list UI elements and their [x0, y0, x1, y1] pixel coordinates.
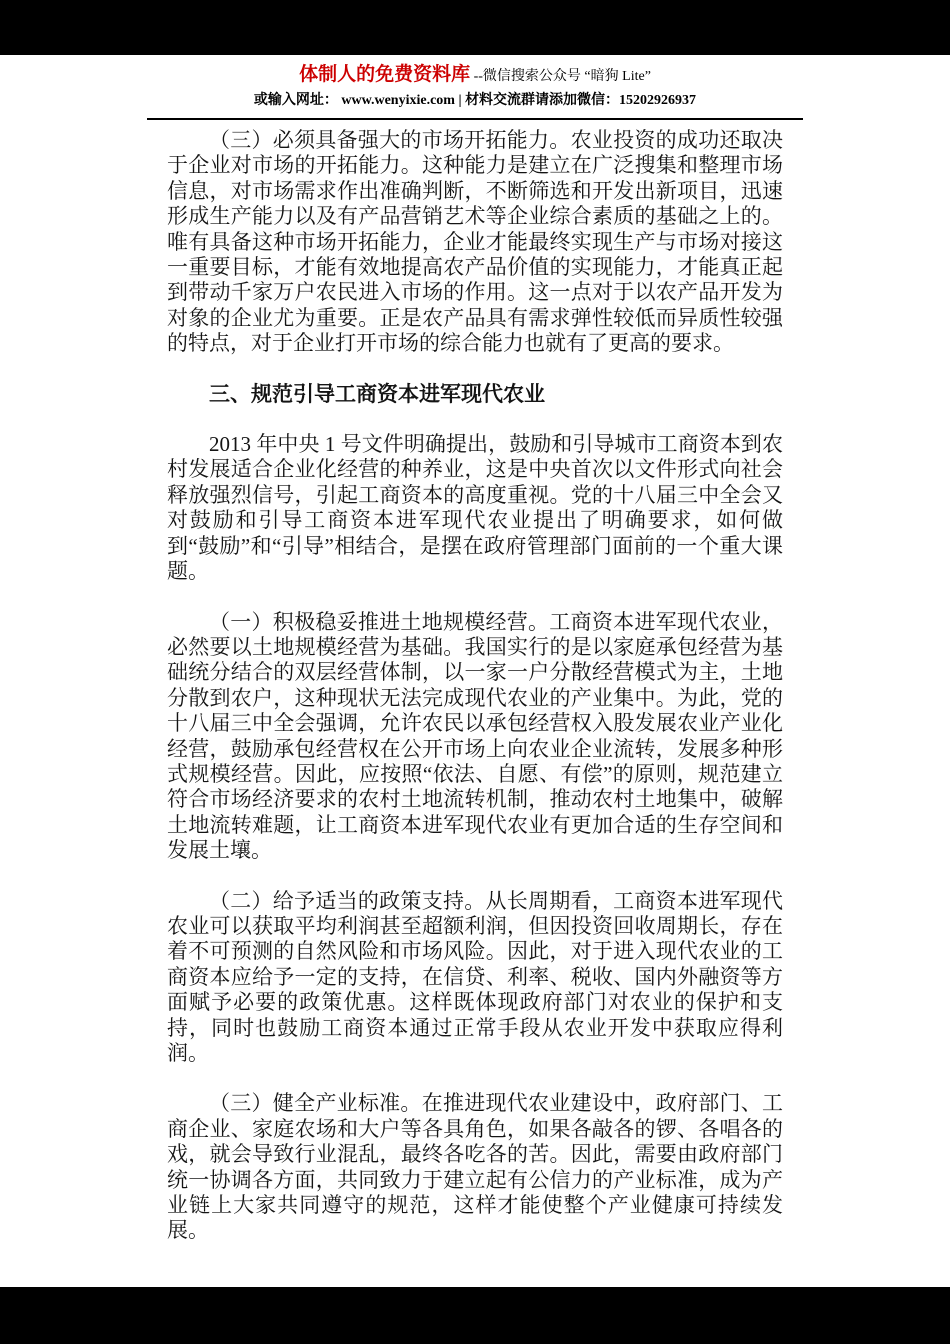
top-border-bar — [0, 0, 950, 55]
page-header — [147, 55, 803, 120]
site-brand: 体制人的免费资料库 — [299, 64, 471, 85]
paragraph-policy-support: （二）给予适当的政策支持。从长周期看，工商资本进军现代农业可以获取平均利润甚至超额利润，但因投资回收周期长，存在着不可预测的自然风险和市场风险。因此，对于进入现代农业的工商资本应给予一定的支持，在信贷、利率、税收、国内外融资等方面赋予必要的政策优惠。这样既体现政府部门对农业的保护和支持，同时也鼓励工商资本通过正常手段从农业开发中获取应得利润。 — [167, 888, 783, 1065]
paragraph-industry-standard: （三）健全产业标准。在推进现代农业建设中，政府部门、工商企业、家庭农场和大户等各具角色，如果各敲各的锣、各唱各的戏，就会导致行业混乱，最终各吃各的苦。因此，需要由政府部门统一协调各方面，共同致力于建立起有公信力的产业标准，成为产业链上大家共同遵守的规范，这样才能使整个产业健康可持续发展。 — [167, 1091, 783, 1243]
header-line1 — [147, 63, 803, 89]
paragraph-capital-intro: 2013 年中央 1 号文件明确提出，鼓励和引导城市工商资本到农村发展适合企业化经营的种养业，这是中央首次以文件形式向社会释放强烈信号，引起工商资本的高度重视。党的十八届三中全会又对鼓励和引导工商资本进军现代农业提出了明确要求，如何做到“鼓励”和“引导”相结合，是摆在政府管理部门面前的一个重大课题。 — [167, 432, 783, 584]
wechat-contact: 材料交流群请添加微信：15202926937 — [465, 93, 697, 108]
separator-bar: | — [454, 93, 466, 108]
paragraph-land-scale: （一）积极稳妥推进土地规模经营。工商资本进军现代农业，必然要以土地规模经营为基础。我国实行的是以家庭承包经营为基础统分结合的双层经营体制，以一家一户分散经营模式为主，土地分散到农户，这种现状无法完成现代农业的产业集中。为此，党的十八届三中全会强调，允许农民以承包经营权入股发展农业产业化经营，鼓励承包经营权在公开市场上向农业企业流转，发展多种形式规模经营。因此，应按照“依法、自愿、有偿”的原则，规范建立符合市场经济要求的农村土地流转机制，推动农村土地集中，破解土地流转难题，让工商资本进军现代农业有更加合适的生存空间和发展土壤。 — [167, 609, 783, 863]
paragraph-market-ability: （三）必须具备强大的市场开拓能力。农业投资的成功还取决于企业对市场的开拓能力。这种能力是建立在广泛搜集和整理市场信息，对市场需求作出准确判断，不断筛选和开发出新项目，迅速形成生产能力以及有产品营销艺术等企业综合素质的基础之上的。唯有具备这种市场开拓能力，企业才能最终实现生产与市场对接这一重要目标，才能有效地提高农产品价值的实现能力，才能真正起到带动千家万户农民进入市场的作用。这一点对于以农产品开发为对象的企业尤为重要。正是农产品具有需求弹性较低而异质性较强的特点，对于企业打开市场的综合能力也就有了更高的要求。 — [167, 128, 783, 356]
site-url: www.wenyixie.com — [341, 93, 455, 108]
document-body — [167, 128, 783, 1244]
section-heading: 三、规范引导工商资本进军现代农业 — [209, 381, 545, 406]
url-label: 或输入网址： — [253, 93, 342, 108]
brand-tagline: --微信搜索公众号 “暗狗 Lite” — [470, 69, 651, 84]
header-divider — [147, 118, 803, 120]
bottom-border-bar — [0, 1287, 950, 1344]
header-line2 — [147, 91, 803, 111]
